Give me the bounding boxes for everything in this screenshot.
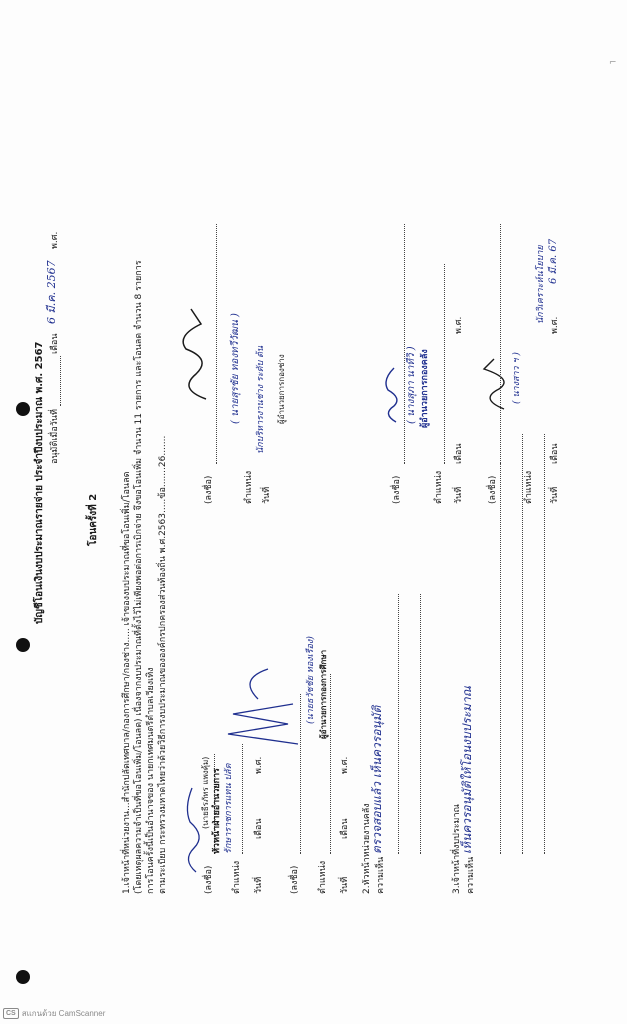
signer3-position-label: ตำแหน่ง	[244, 470, 254, 504]
signer2-date-label: วันที่	[340, 876, 350, 894]
signer1-position-hw: รักษาราชการแทน ปลัด	[224, 763, 234, 854]
signer3-sig-label: (ลงชื่อ)	[204, 475, 214, 504]
signature-scribble	[176, 304, 216, 404]
approved-prefix: อนุมัติเมื่อวันที่	[50, 409, 60, 464]
section2-signer-name: ( นางสุภา นาทีวิ )	[406, 346, 417, 424]
signer1-position-label: ตำแหน่ง	[232, 860, 242, 894]
punch-hole	[16, 402, 30, 416]
signer1-year-label: พ.ศ.	[254, 756, 264, 774]
section3-date-label: วันที่	[550, 486, 560, 504]
signer2-name: (นายธวัชชัย ทองเรือง)	[306, 636, 316, 724]
signer2-year-label: พ.ศ.	[340, 756, 350, 774]
section3-sig-label: (ลงชื่อ)	[488, 475, 498, 504]
section2-position-label: ตำแหน่ง	[434, 470, 444, 504]
signature-scribble	[474, 354, 514, 414]
approved-month-label: เดือน	[50, 333, 60, 354]
signer1-name: (นายธีรภัทร แพงคุ้ม)	[201, 756, 210, 829]
approved-year-label: พ.ศ.	[50, 231, 60, 249]
section2-heading: 2.หัวหน้าหน่วยงานคลัง	[362, 803, 372, 894]
section3-position-label: ตำแหน่ง	[524, 470, 534, 504]
signer3-position2: ผู้อำนวยการกองช่าง	[277, 354, 286, 424]
signer1-sig-label: (ลงชื่อ)	[204, 865, 214, 894]
section2-month-label: เดือน	[454, 443, 464, 464]
section1-line4: ตามระเบียบ กระทรวงมหาดไทยว่าด้วยวิธีการงบประมาณขององค์กรปกครองส่วนท้องถิ่น พ.ศ.2563.....ข้อ.......26.......	[158, 435, 168, 894]
signer3-name: ( นายสุรชัย ทองทวีวัฒน )	[230, 313, 241, 424]
signer1-date-label: วันที่	[254, 876, 264, 894]
section3-month-label: เดือน	[550, 443, 560, 464]
punch-hole	[16, 970, 30, 984]
section2-sig-label: (ลงชื่อ)	[392, 475, 402, 504]
signer1-month-label: เดือน	[254, 818, 264, 839]
section1-line2: (โดยเหตุผลความจำเป็นที่ขอโอนเพิ่ม/โอนลด) เนื่องจากงบประมาณที่ตั้งไว้ไม่เพียงพอต่อการเบิกจ่าย จึงขอโอนเพิ่ม จำนวน 11 รายการ และโอนลด จำนวน 8 รายการ	[134, 260, 144, 894]
signer2-position: ผู้อำนวยการกองการศึกษา	[319, 649, 328, 739]
section3-stamp-date: 6 มี.ค. 67	[548, 238, 559, 284]
section2-opinion-label: ความเห็น	[376, 856, 386, 894]
signature-scribble	[380, 364, 404, 424]
punch-hole	[16, 638, 30, 652]
signer2-sig-label: (ลงชื่อ)	[290, 865, 300, 894]
signature-scribble	[218, 664, 308, 754]
section2-year-label: พ.ศ.	[454, 316, 464, 334]
section1-line3: การโอนครั้งนี้เป็นอำนาจของ นายกเทศมนตรีตำบลเวียงเทิง	[146, 667, 156, 894]
section2-signer-position: ผู้อำนวยการกองคลัง	[420, 349, 430, 428]
section2-date-label: วันที่	[454, 486, 464, 504]
section3-signer-name: ( นางสาว ฯ )	[512, 352, 522, 404]
signer1-position: หัวหน้าฝ่ายอำนวยการ	[212, 767, 222, 854]
transfer-number: โอนครั้งที่ 2	[88, 493, 99, 546]
section3-year-label: พ.ศ.	[550, 316, 560, 334]
section2-opinion: ตรวจสอบแล้ว เห็นควรอนุมัติ	[370, 705, 384, 854]
signer2-position-label: ตำแหน่ง	[318, 860, 328, 894]
section1-line1: 1.เจ้าหน้าที่หน่วยงาน...สำนักปลัดเทศบาล/กองการศึกษา/กองช่าง..... เจ้าของงบประมาณที่ขอโอนเพิ่ม/โอนลด	[122, 471, 132, 894]
signer3-position: นักบริหารงานช่าง ระดับ ต้น	[256, 345, 266, 454]
corner-mark: ⌐	[609, 58, 617, 68]
camscanner-text: สแกนด้วย CamScanner	[21, 1009, 106, 1018]
section3-heading: 3.เจ้าหน้าที่งบประมาณ	[452, 804, 462, 894]
section3-signer-position: นักวิเคราะห์นโยบาย	[536, 245, 546, 324]
document-title: บัญชีโอนเงินงบประมาณรายจ่าย ประจำปีงบประมาณ พ.ศ. 2567	[34, 341, 45, 624]
signer2-month-label: เดือน	[340, 818, 350, 839]
camscanner-watermark	[3, 1007, 105, 1020]
section3-opinion: เห็นควรอนุมัติให้โอนงบประมาณ	[460, 686, 474, 854]
camscanner-logo: CS	[3, 1008, 19, 1019]
signer3-date-label: วันที่	[262, 486, 272, 504]
approved-date: 6 มี.ค. 2567	[45, 260, 58, 324]
section3-opinion-label: ความเห็น	[466, 856, 476, 894]
